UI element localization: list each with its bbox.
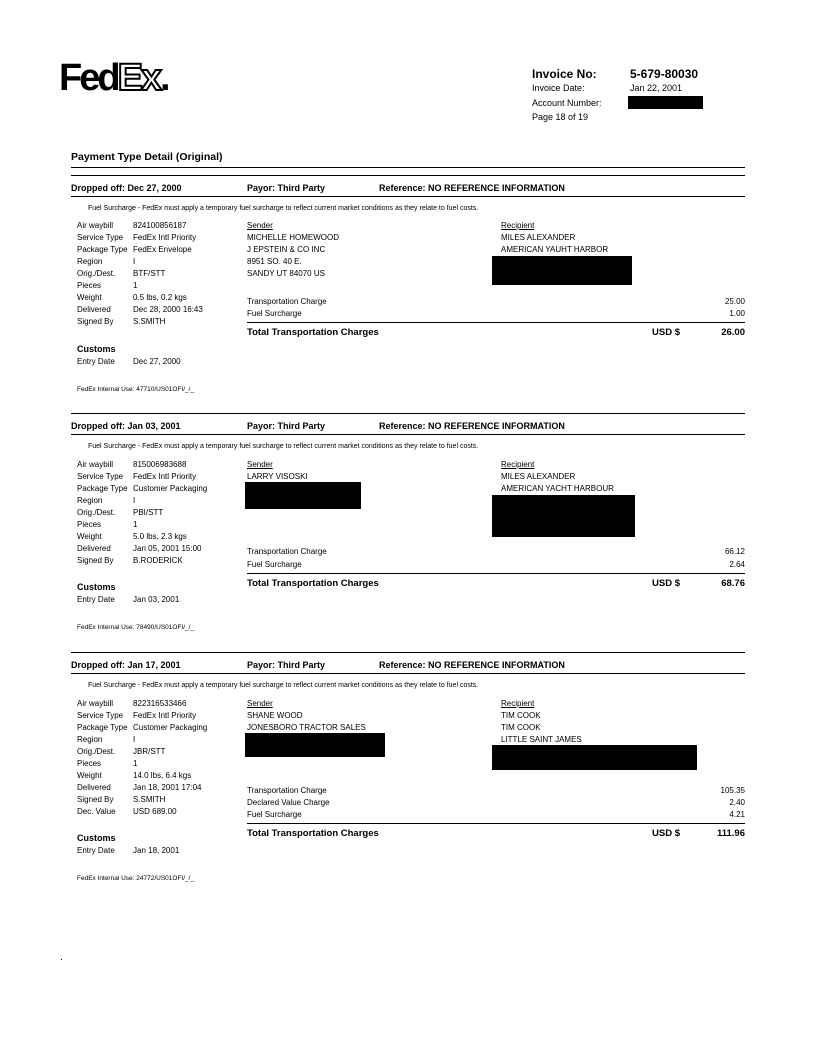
sender-line: LARRY VISOSKI — [247, 472, 308, 481]
fuel-surcharge-label: Fuel Surcharge — [247, 309, 302, 318]
signed-by-label: Signed By — [77, 556, 114, 565]
package-type: FedEx Envelope — [133, 245, 192, 254]
divider — [247, 573, 745, 574]
air-waybill-label: Air waybill — [77, 460, 114, 469]
fuel-note: Fuel Surcharge - FedEx must apply a temporary fuel surcharge to reflect current market conditions as they relate to fuel costs. — [88, 443, 479, 450]
reference: Reference: NO REFERENCE INFORMATION — [379, 183, 565, 193]
divider — [71, 175, 745, 176]
internal-use: FedEx Internal Use: 24772/US01OFI/_/_ — [77, 875, 195, 882]
currency: USD $ — [652, 327, 680, 338]
orig-dest-label: Orig./Dest. — [77, 269, 116, 278]
sender-label: Sender — [247, 460, 273, 469]
internal-use: FedEx Internal Use: 47710/US01OFI/_/_ — [77, 386, 195, 393]
delivered: Jan 05, 2001 15:00 — [133, 544, 202, 553]
signed-by: S.SMITH — [133, 317, 166, 326]
weight: 14.0 lbs, 6.4 kgs — [133, 771, 192, 780]
entry-date-label: Entry Date — [77, 357, 115, 366]
service-type-label: Service Type — [77, 233, 124, 242]
fuel-surcharge: 1.00 — [729, 309, 745, 318]
divider — [71, 673, 745, 674]
package-type: Customer Packaging — [133, 484, 208, 493]
air-waybill: 822316533466 — [133, 699, 187, 708]
payor: Payor: Third Party — [247, 183, 326, 193]
sender-label: Sender — [247, 699, 273, 708]
payor: Payor: Third Party — [247, 421, 326, 431]
account-number-label: Account Number: — [532, 98, 602, 108]
pieces-label: Pieces — [77, 281, 102, 290]
signed-by: S.SMITH — [133, 795, 166, 804]
region-label: Region — [77, 257, 103, 266]
dropped-off: Dropped off: Jan 17, 2001 — [71, 660, 181, 670]
internal-use: FedEx Internal Use: 78490/US01OFI/_/_ — [77, 624, 195, 631]
dec-value-label: Dec. Value — [77, 807, 116, 816]
divider — [71, 167, 745, 168]
transport-charge: 105.35 — [720, 786, 745, 795]
customs-label: Customs — [77, 582, 116, 592]
fedex-logo: FedEx. — [59, 57, 171, 99]
package-type-label: Package Type — [77, 723, 128, 732]
divider — [71, 652, 745, 653]
delivered-label: Delivered — [77, 783, 111, 792]
dropped-off: Dropped off: Jan 03, 2001 — [71, 421, 181, 431]
entry-date: Jan 18, 2001 — [133, 846, 180, 855]
fuel-note: Fuel Surcharge - FedEx must apply a temporary fuel surcharge to reflect current market conditions as they relate to fuel costs. — [88, 682, 479, 689]
sender-line: MICHELLE HOMEWOOD — [247, 233, 340, 242]
pieces-label: Pieces — [77, 759, 102, 768]
divider — [71, 413, 745, 414]
pieces: 1 — [133, 520, 138, 529]
transport-charge-label: Transportation Charge — [247, 547, 327, 556]
orig-dest-label: Orig./Dest. — [77, 508, 116, 517]
sender-line: JONESBORO TRACTOR SALES — [247, 723, 366, 732]
region: I — [133, 735, 136, 744]
transport-charge: 66.12 — [724, 547, 745, 556]
package-type-label: Package Type — [77, 484, 128, 493]
sender-line: 8951 SO. 40 E. — [247, 257, 302, 266]
package-type: Customer Packaging — [133, 723, 208, 732]
recipient-line: TIM COOK — [501, 723, 541, 732]
sender-line: SHANE WOOD — [247, 711, 303, 720]
orig-dest: BTF/STT — [133, 269, 166, 278]
fuel-surcharge-label: Fuel Surcharge — [247, 810, 302, 819]
recipient-line: LITTLE SAINT JAMES — [501, 735, 582, 744]
total-label: Total Transportation Charges — [247, 327, 379, 338]
total-label: Total Transportation Charges — [247, 828, 379, 839]
recipient-line: MILES ALEXANDER — [501, 233, 576, 242]
recipient-label: Recipient — [501, 460, 535, 469]
air-waybill: 824100856187 — [133, 221, 187, 230]
weight-label: Weight — [77, 532, 102, 541]
invoice-no-label: Invoice No: — [532, 67, 597, 81]
fuel-surcharge-label: Fuel Surcharge — [247, 560, 302, 569]
air-waybill: 815006983688 — [133, 460, 187, 469]
recipient-label: Recipient — [501, 699, 535, 708]
entry-date: Jan 03, 2001 — [133, 595, 180, 604]
service-type: FedEx Intl Priority — [133, 472, 197, 481]
weight: 0.5 lbs, 0.2 kgs — [133, 293, 187, 302]
currency: USD $ — [652, 578, 680, 589]
total: 68.76 — [721, 578, 745, 589]
invoice-date-label: Invoice Date: — [532, 83, 585, 93]
recipient-line: MILES ALEXANDER — [501, 472, 576, 481]
delivered: Jan 18, 2001 17:04 — [133, 783, 202, 792]
entry-date-label: Entry Date — [77, 595, 115, 604]
reference: Reference: NO REFERENCE INFORMATION — [379, 421, 565, 431]
declared-value-charge: 2.40 — [729, 798, 745, 807]
payor: Payor: Third Party — [247, 660, 326, 670]
pieces: 1 — [133, 281, 138, 290]
redaction-sender-address — [245, 482, 361, 509]
sender-label: Sender — [247, 221, 273, 230]
package-type-label: Package Type — [77, 245, 128, 254]
region-label: Region — [77, 496, 103, 505]
recipient-line: TIM COOK — [501, 711, 541, 720]
entry-date-label: Entry Date — [77, 846, 115, 855]
recipient-line: AMERICAN YAUHT HARBOR — [501, 245, 609, 254]
delivered-label: Delivered — [77, 544, 111, 553]
customs-label: Customs — [77, 833, 116, 843]
signed-by-label: Signed By — [77, 795, 114, 804]
reference: Reference: NO REFERENCE INFORMATION — [379, 660, 565, 670]
delivered-label: Delivered — [77, 305, 111, 314]
sender-line: J EPSTEIN & CO INC — [247, 245, 326, 254]
signed-by-label: Signed By — [77, 317, 114, 326]
footer-mark: . — [60, 952, 63, 963]
total: 26.00 — [721, 327, 745, 338]
fuel-surcharge: 4.21 — [729, 810, 745, 819]
weight-label: Weight — [77, 771, 102, 780]
redaction-recipient-address — [492, 495, 635, 537]
total: 111.96 — [716, 828, 745, 839]
pieces: 1 — [133, 759, 138, 768]
dec-value: USD 689.00 — [133, 807, 177, 816]
orig-dest-label: Orig./Dest. — [77, 747, 116, 756]
total-label: Total Transportation Charges — [247, 578, 379, 589]
divider — [71, 434, 745, 435]
recipient-label: Recipient — [501, 221, 535, 230]
pieces-label: Pieces — [77, 520, 102, 529]
sender-line: SANDY UT 84070 US — [247, 269, 325, 278]
weight-label: Weight — [77, 293, 102, 302]
page-number: Page 18 of 19 — [532, 112, 589, 122]
region: I — [133, 496, 136, 505]
redaction-recipient-address — [492, 745, 697, 770]
service-type: FedEx Intl Priority — [133, 233, 197, 242]
air-waybill-label: Air waybill — [77, 699, 114, 708]
redaction-recipient-address — [492, 256, 632, 285]
entry-date: Dec 27, 2000 — [133, 357, 181, 366]
transport-charge-label: Transportation Charge — [247, 786, 327, 795]
recipient-line: AMERICAN YACHT HARBOUR — [501, 484, 614, 493]
transport-charge: 25.00 — [724, 297, 745, 306]
fuel-surcharge: 2.64 — [729, 560, 745, 569]
divider — [247, 823, 745, 824]
redaction-account-number — [628, 96, 703, 109]
dropped-off: Dropped off: Dec 27, 2000 — [71, 183, 182, 193]
divider — [247, 322, 745, 323]
invoice-date: Jan 22, 2001 — [630, 83, 683, 93]
service-type-label: Service Type — [77, 711, 124, 720]
service-type: FedEx Intl Priority — [133, 711, 197, 720]
service-type-label: Service Type — [77, 472, 124, 481]
fuel-note: Fuel Surcharge - FedEx must apply a temporary fuel surcharge to reflect current market conditions as they relate to fuel costs. — [88, 205, 479, 212]
customs-label: Customs — [77, 344, 116, 354]
air-waybill-label: Air waybill — [77, 221, 114, 230]
currency: USD $ — [652, 828, 680, 839]
redaction-sender-address — [245, 733, 385, 757]
region-label: Region — [77, 735, 103, 744]
transport-charge-label: Transportation Charge — [247, 297, 327, 306]
invoice-no: 5-679-80030 — [630, 67, 699, 81]
signed-by: B.RODERICK — [133, 556, 183, 565]
declared-value-charge-label: Declared Value Charge — [247, 798, 330, 807]
delivered: Dec 28, 2000 16:43 — [133, 305, 203, 314]
divider — [71, 196, 745, 197]
orig-dest: PBI/STT — [133, 508, 164, 517]
weight: 5.0 lbs, 2.3 kgs — [133, 532, 187, 541]
section-title: Payment Type Detail (Original) — [71, 151, 223, 163]
orig-dest: JBR/STT — [133, 747, 166, 756]
region: I — [133, 257, 136, 266]
